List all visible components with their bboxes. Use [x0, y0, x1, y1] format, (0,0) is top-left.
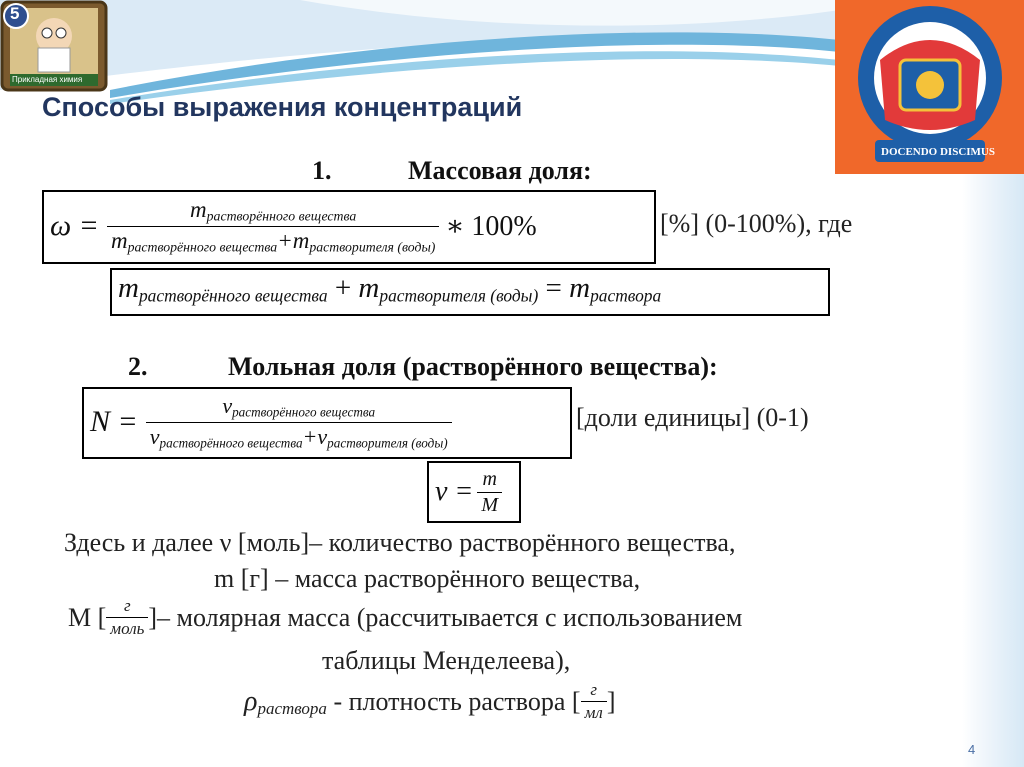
note3-suffix: ]– молярная масса (рассчитывается с использованием — [148, 602, 743, 632]
denominator-nu1: ν — [149, 423, 160, 449]
sum-equals: = — [545, 272, 562, 304]
sum-subscript2: растворителя (воды) — [379, 285, 539, 306]
sum-m1: m — [118, 272, 139, 304]
note-line-2: m [г] – масса растворённого вещества, — [214, 564, 641, 593]
mass-fraction — [107, 197, 439, 255]
note5-text: - плотность раствора [ — [326, 686, 581, 716]
right-stripe-decoration — [962, 174, 1024, 767]
sum-subscript3: раствора — [590, 285, 662, 306]
mass-fraction-units: [%] (0-100%), где — [660, 209, 853, 238]
molar-mass-unit — [106, 596, 148, 639]
times-100-percent: ∗ 100% — [445, 211, 537, 242]
right-logo-ring-text — [835, 0, 836, 1]
nu-lhs: ν = — [435, 476, 474, 507]
denominator-plus: + — [277, 227, 293, 253]
note-line-4: таблицы Менделеева), — [322, 646, 571, 675]
denominator-subscript2: растворителя (воды) — [309, 238, 436, 254]
density-unit-num: г — [590, 680, 598, 699]
section1-number: 1. — [312, 156, 332, 185]
mole-fraction-formula-box — [82, 387, 572, 459]
numerator-nu: ν — [222, 393, 233, 419]
nu-numerator: m — [482, 467, 497, 490]
note3-prefix: M [ — [68, 602, 107, 632]
denominator-nu2: ν — [317, 423, 328, 449]
density-unit — [581, 680, 607, 723]
slide-title: Способы выражения концентраций — [42, 92, 523, 122]
sum-plus: + — [334, 272, 352, 304]
page-number: 4 — [968, 742, 976, 757]
n-lhs: N = — [90, 405, 138, 438]
denominator-subscript1: растворённого вещества — [127, 238, 278, 254]
density-unit-den: мл — [581, 701, 607, 723]
right-logo — [835, 0, 1024, 174]
sum-subscript1: растворённого вещества — [138, 285, 328, 306]
right-logo-caption: DOCENDO DISCIMUS — [881, 146, 995, 158]
nu-fraction — [477, 468, 502, 517]
sum-m2: m — [358, 272, 380, 304]
left-logo — [0, 0, 108, 92]
denominator-nu-subscript1: растворённого вещества — [159, 434, 303, 450]
numerator-m: m — [190, 197, 207, 223]
nu-formula-box — [427, 461, 521, 523]
mole-fraction — [146, 393, 452, 451]
denominator-nu-plus: + — [302, 423, 318, 449]
rho-symbol: ρ — [244, 685, 258, 717]
mole-fraction-units: [доли единицы] (0-1) — [576, 403, 809, 432]
note5-close: ] — [606, 686, 616, 716]
section2-heading: Мольная доля (растворённого вещества): — [228, 352, 718, 381]
molar-mass-unit-num: г — [124, 596, 131, 615]
numerator-nu-subscript: растворённого вещества — [232, 404, 376, 420]
omega-lhs: ω = — [50, 209, 99, 242]
denominator-m1: m — [110, 227, 128, 253]
numerator-subscript: растворённого вещества — [206, 208, 357, 224]
molar-mass-unit-den: моль — [106, 617, 148, 639]
left-logo-badge: 5 — [10, 4, 20, 23]
section1-heading: Массовая доля: — [408, 156, 592, 185]
denominator-m2: m — [292, 227, 310, 253]
mass-sum-formula-box — [110, 268, 830, 316]
note-line-3 — [68, 596, 742, 639]
note-line-1: Здесь и далее ν [моль]– количество растворённого вещества, — [64, 528, 736, 557]
denominator-nu-subscript2: растворителя (воды) — [327, 434, 448, 450]
mass-fraction-formula-box — [42, 190, 656, 264]
sum-m3: m — [569, 272, 591, 304]
section2-number: 2. — [128, 352, 148, 381]
rho-subscript: раствора — [257, 698, 327, 718]
nu-denominator: M — [477, 492, 502, 517]
note-line-5 — [244, 680, 616, 723]
left-logo-caption: Прикладная химия — [12, 75, 83, 84]
